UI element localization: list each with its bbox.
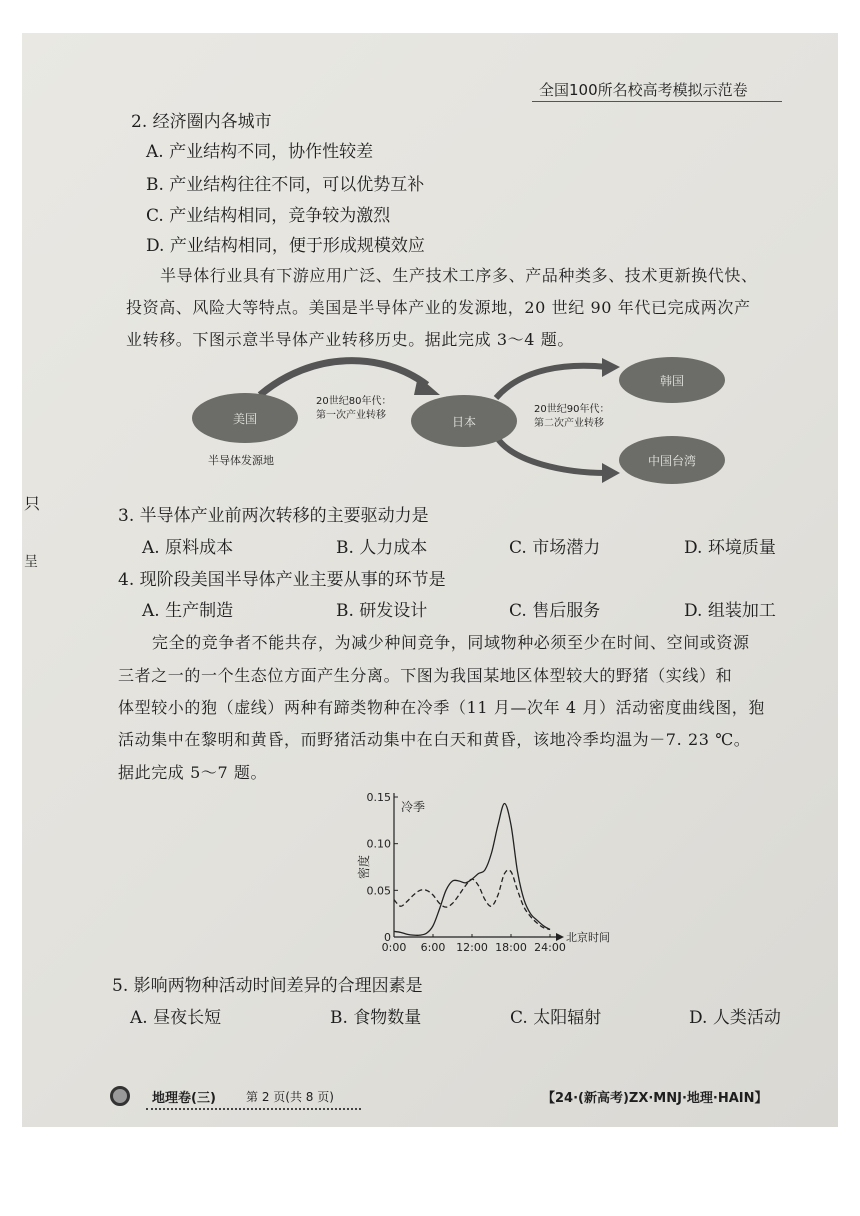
- footer-logo-icon: [110, 1086, 130, 1106]
- passage1-line-2: 投资高、风险大等特点。美国是半导体产业的发源地，20 世纪 90 年代已完成两次产: [126, 298, 751, 317]
- node-usa: 美国: [192, 393, 298, 443]
- y-tick-label: 0.15: [366, 791, 391, 804]
- transfer1-line-1: 20世纪80年代：: [316, 396, 392, 407]
- q4-stem: 4. 现阶段美国半导体产业主要从事的环节是: [118, 570, 446, 590]
- series-solid-line: [394, 804, 550, 936]
- q4-option-d: D. 组装加工: [684, 601, 776, 621]
- transfer2-line-1: 20世纪90年代：: [534, 404, 610, 415]
- footer-underline: [146, 1108, 361, 1110]
- activity-density-chart: [322, 785, 622, 975]
- q3-option-c: C. 市场潜力: [509, 538, 601, 558]
- margin-char-1: 只: [24, 494, 41, 513]
- q2-option-a: A. 产业结构不同，协作性较差: [146, 142, 374, 162]
- q3-option-a: A. 原料成本: [142, 538, 234, 558]
- transfer1-line-2: 第一次产业转移: [316, 410, 386, 421]
- q2-stem: 2. 经济圈内各城市: [131, 112, 272, 132]
- series-dashed-line: [394, 870, 550, 930]
- q3-option-b: B. 人力成本: [336, 538, 428, 558]
- node-japan: 日本: [411, 395, 517, 447]
- transfer2-line-2: 第二次产业转移: [534, 418, 604, 429]
- origin-label: 半导体发源地: [208, 454, 274, 467]
- x-axis-arrow-icon: [556, 933, 564, 941]
- passage2-line-1: 完全的竞争者不能共存，为减少种间竞争，同域物种必须至少在时间、空间或资源: [152, 633, 750, 652]
- passage1-line-3: 业转移。下图示意半导体产业转移历史。据此完成 3～4 题。: [126, 330, 574, 349]
- q5-option-b: B. 食物数量: [330, 1008, 422, 1028]
- passage2-line-4: 活动集中在黎明和黄昏，而野猪活动集中在白天和黄昏，该地冷季均温为－7. 23 ℃。: [118, 730, 751, 749]
- y-tick-label: 0.10: [366, 837, 391, 851]
- x-tick-label: 6:00: [420, 941, 446, 954]
- q5-option-c: C. 太阳辐射: [510, 1008, 602, 1028]
- y-tick-label: 0.05: [366, 884, 391, 898]
- passage1-line-1: 半导体行业具有下游应用广泛、生产技术工序多、产品种类多、技术更新换代快、: [160, 266, 758, 285]
- passage2-line-2: 三者之一的一个生态位方面产生分离。下图为我国某地区体型较大的野猪（实线）和: [118, 666, 733, 685]
- header-title: 全国100所名校高考模拟示范卷: [539, 81, 748, 99]
- arrowhead-japan: [414, 376, 440, 395]
- exam-page: [22, 33, 838, 1127]
- node-korea: 韩国: [619, 357, 725, 403]
- q4-option-c: C. 售后服务: [509, 601, 601, 621]
- x-axis-label: 北京时间: [566, 931, 610, 944]
- q2-option-c: C. 产业结构相同，竞争较为激烈: [146, 206, 391, 226]
- margin-char-2: 呈: [24, 554, 38, 570]
- footer-code: 【24·(新高考)ZX·MNJ·地理·HAIN】: [542, 1091, 768, 1106]
- q3-stem: 3. 半导体产业前两次转移的主要驱动力是: [118, 506, 429, 526]
- chart-title: 冷季: [401, 800, 426, 814]
- arrowhead-taiwan: [602, 463, 620, 483]
- q4-option-b: B. 研发设计: [336, 601, 428, 621]
- q3-option-d: D. 环境质量: [684, 538, 776, 558]
- passage2-line-5: 据此完成 5～7 题。: [118, 763, 268, 782]
- x-tick-label: 0:00: [381, 941, 407, 954]
- passage2-line-3: 体型较小的狍（虚线）两种有蹄类物种在冷季（11 月—次年 4 月）活动密度曲线图，狍: [118, 698, 765, 717]
- q4-option-a: A. 生产制造: [142, 601, 234, 621]
- x-tick-label: 18:00: [495, 941, 527, 954]
- q5-stem: 5. 影响两物种活动时间差异的合理因素是: [112, 976, 423, 996]
- node-taiwan: 中国台湾: [619, 436, 725, 484]
- footer-subject: 地理卷(三): [152, 1091, 216, 1106]
- x-tick-label: 12:00: [456, 941, 488, 954]
- y-tick-label: 0: [384, 931, 391, 944]
- q5-option-d: D. 人类活动: [689, 1008, 781, 1028]
- arrow-japan-to-korea: [496, 366, 607, 398]
- q2-option-d: D. 产业结构相同，便于形成规模效应: [146, 236, 425, 256]
- arrowhead-korea: [602, 358, 620, 377]
- q2-option-b: B. 产业结构往往不同，可以优势互补: [146, 175, 425, 195]
- q5-option-a: A. 昼夜长短: [130, 1008, 222, 1028]
- y-axis-label: 密度: [357, 854, 371, 880]
- arrow-usa-to-japan: [260, 361, 427, 395]
- arrow-japan-to-taiwan: [496, 436, 607, 473]
- x-tick-label: 24:00: [534, 941, 566, 954]
- footer-page: 第 2 页(共 8 页): [246, 1090, 334, 1104]
